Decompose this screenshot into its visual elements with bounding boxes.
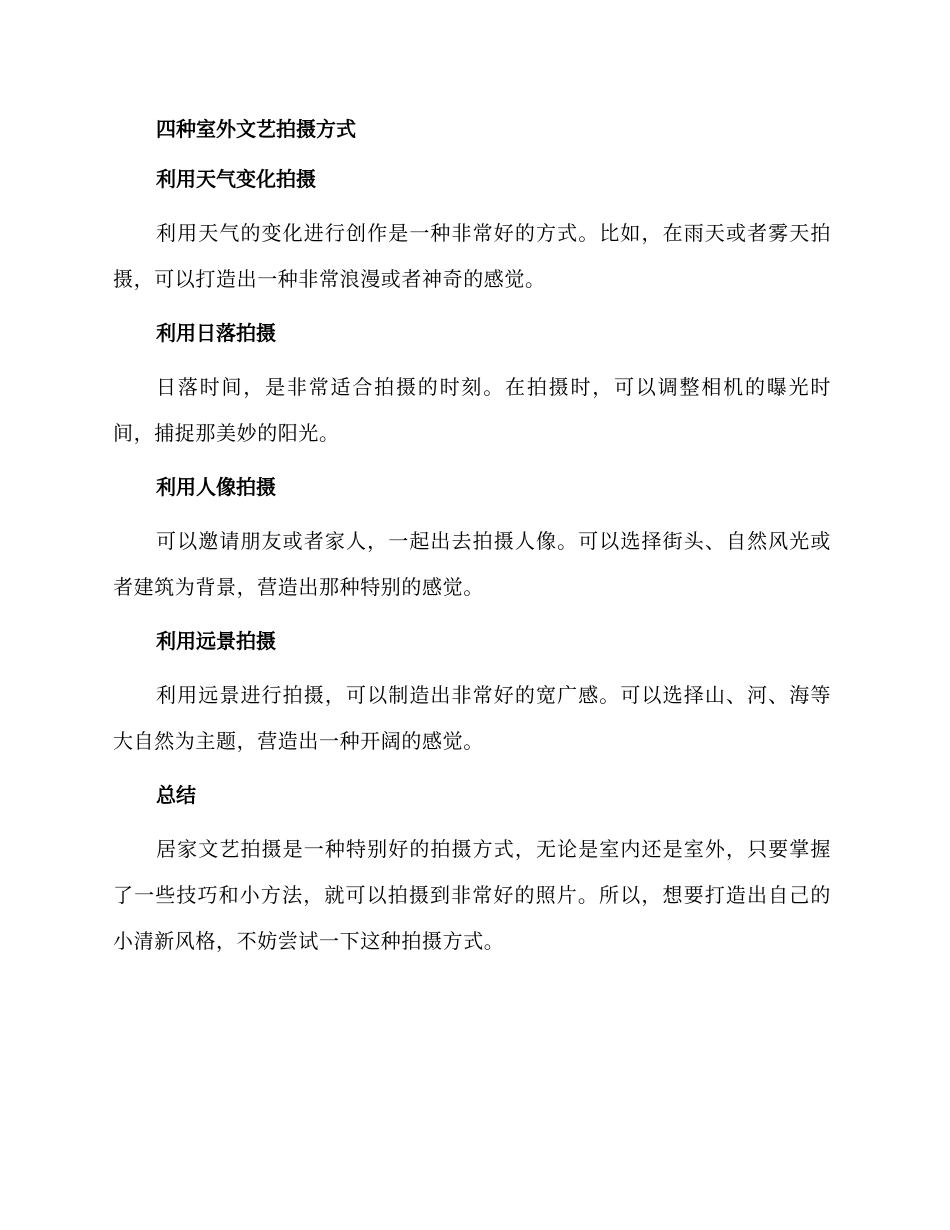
section-body-distant-view: 利用远景进行拍摄，可以制造出非常好的宽广感。可以选择山、河、海等大自然为主题，营造出一种开阔的感觉。: [113, 683, 831, 753]
section-heading-distant-view: 利用远景拍摄: [156, 629, 276, 653]
section-heading-sunset: 利用日落拍摄: [156, 321, 276, 345]
document-title: 四种室外文艺拍摄方式: [156, 117, 356, 141]
section-heading-weather: 利用天气变化拍摄: [156, 167, 316, 191]
section-body-sunset: 日落时间，是非常适合拍摄的时刻。在拍摄时，可以调整相机的曝光时间，捕捉那美妙的阳光。: [113, 375, 831, 445]
section-body-summary: 居家文艺拍摄是一种特别好的拍摄方式，无论是室内还是室外，只要掌握了一些技巧和小方法，就可以拍摄到非常好的照片。所以，想要打造出自己的小清新风格，不妨尝试一下这种拍摄方式。: [113, 837, 831, 953]
section-heading-summary: 总结: [156, 783, 196, 807]
document-page: [113, 110, 831, 976]
section-heading-portrait: 利用人像拍摄: [156, 475, 276, 499]
section-body-portrait: 可以邀请朋友或者家人，一起出去拍摄人像。可以选择街头、自然风光或者建筑为背景，营造出那种特别的感觉。: [113, 529, 831, 599]
section-body-weather: 利用天气的变化进行创作是一种非常好的方式。比如，在雨天或者雾天拍摄，可以打造出一种非常浪漫或者神奇的感觉。: [113, 221, 831, 291]
